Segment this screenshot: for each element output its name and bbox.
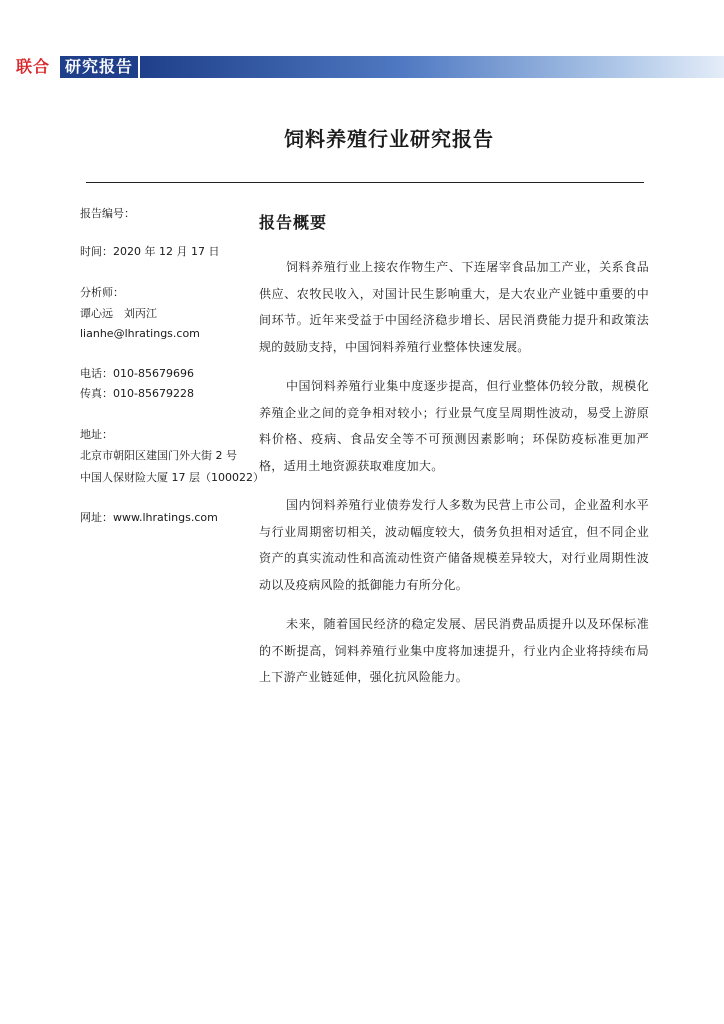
brand-report-label: 研究报告 — [60, 56, 138, 78]
summary-paragraph: 中国饲料养殖行业集中度逐步提高，但行业整体仍较分散，规模化养殖企业之间的竞争相对较小；行业景气度呈周期性波动，易受上游原料价格、疫病、食品安全等不可预测因素影响；环保防疫标准更加严格，适用土地资源获取难度加大。 — [259, 379, 649, 473]
summary-paragraph: 饲料养殖行业上接农作物生产、下连屠宰食品加工产业，关系食品供应、农牧民收入，对国计民生影响重大，是大农业产业链中重要的中间环节。近年来受益于中国经济稳步增长、居民消费能力提升和政策法规的鼓励支持，中国饲料养殖行业整体快速发展。 — [259, 260, 649, 354]
analysts-names: 谭心远 刘丙江 — [80, 307, 157, 320]
header-banner — [0, 56, 724, 78]
banner-gradient-bar — [140, 56, 724, 78]
summary-body — [259, 254, 649, 704]
title-divider — [86, 182, 644, 183]
website: 网址：www.lhratings.com — [80, 511, 218, 524]
summary-paragraph: 国内饲料养殖行业债券发行人多数为民营上市公司，企业盈利水平与行业周期密切相关，波动幅度较大，债务负担相对适宜，但不同企业资产的真实流动性和高流动性资产储备规模差异较大，对行业周期性波动以及疫病风险的抵御能力有所分化。 — [259, 498, 649, 592]
fax-number: 传真：010-85679228 — [80, 387, 194, 400]
analyst-email: lianhe@lhratings.com — [80, 327, 200, 340]
summary-paragraph: 未来，随着国民经济的稳定发展、居民消费品质提升以及环保标准的不断提高，饲料养殖行业集中度将加速提升，行业内企业将持续布局上下游产业链延伸，强化抗风险能力。 — [259, 617, 649, 684]
phone-number: 电话：010-85679696 — [80, 367, 194, 380]
address-label: 地址： — [80, 428, 113, 441]
report-date: 时间：2020 年 12 月 17 日 — [80, 245, 220, 258]
brand-name: 联合 — [16, 57, 51, 76]
address-line-2: 中国人保财险大厦 17 层（100022） — [80, 471, 264, 484]
analysts-label: 分析师： — [80, 286, 124, 299]
report-title: 饲料养殖行业研究报告 — [284, 127, 494, 151]
address-line-1: 北京市朝阳区建国门外大街 2 号 — [80, 449, 237, 462]
summary-heading: 报告概要 — [259, 213, 328, 232]
report-number-label: 报告编号： — [80, 207, 135, 220]
